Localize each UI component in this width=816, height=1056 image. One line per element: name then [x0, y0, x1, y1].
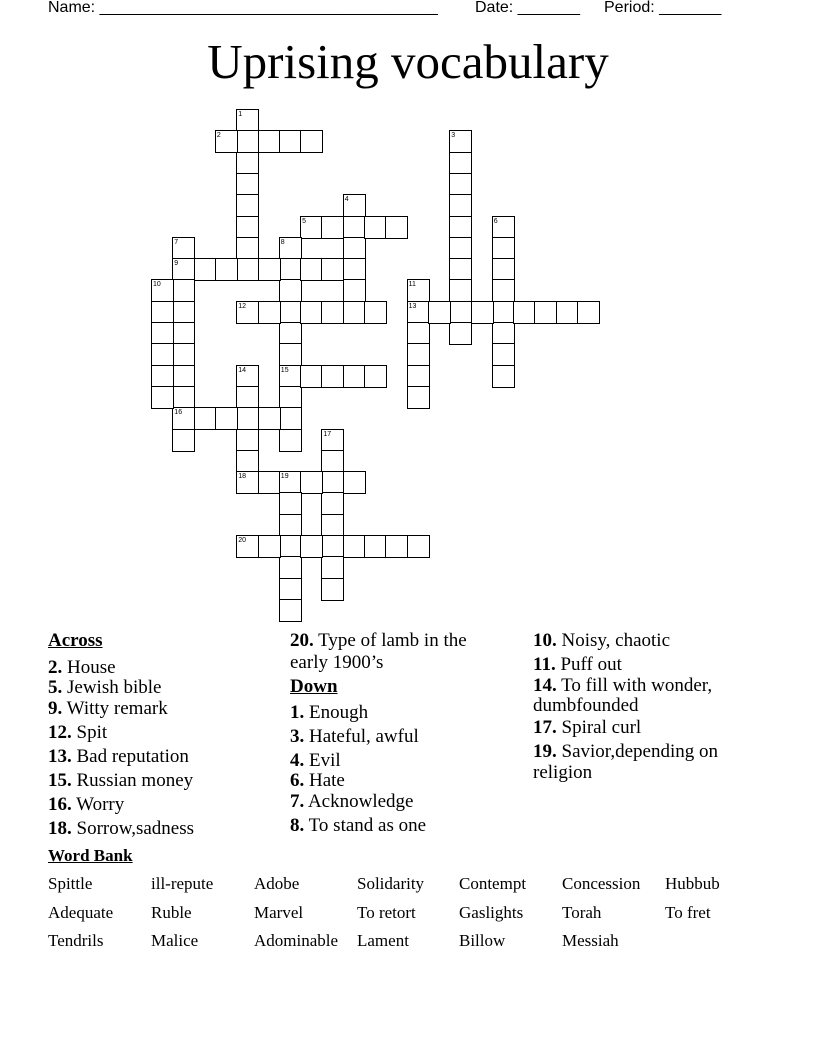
clue-number-label: 20: [238, 537, 246, 544]
grid-cell[interactable]: [236, 173, 259, 196]
grid-cell[interactable]: [279, 343, 302, 366]
grid-cell[interactable]: [321, 535, 344, 558]
grid-cell[interactable]: [279, 599, 302, 622]
grid-cell[interactable]: [449, 216, 472, 239]
grid-cell[interactable]: [492, 322, 515, 345]
word-bank-item: Contempt: [459, 874, 527, 893]
grid-cell[interactable]: [172, 301, 195, 324]
clue-number: 8.: [290, 815, 305, 836]
clue-number: 12.: [48, 722, 72, 743]
word-bank-item: Solidarity: [357, 874, 425, 893]
grid-cell[interactable]: [258, 471, 281, 494]
grid-cell[interactable]: [236, 216, 259, 239]
grid-cell[interactable]: [471, 301, 494, 324]
grid-cell[interactable]: [279, 578, 302, 601]
clue-number-label: 15: [280, 366, 289, 374]
clue-number-label: 19: [280, 473, 289, 481]
grid-cell[interactable]: [364, 365, 387, 388]
grid-cell[interactable]: [236, 130, 259, 153]
grid-cell[interactable]: [258, 258, 281, 281]
clue-number-label: 11: [408, 281, 416, 289]
grid-cell[interactable]: [300, 535, 323, 558]
grid-cell[interactable]: [236, 258, 259, 281]
word-bank-item: ill-repute: [151, 874, 214, 893]
clue-number: 20.: [290, 630, 314, 651]
grid-cell[interactable]: [449, 173, 472, 196]
clue-text: Type of lamb in the early 1900’s: [290, 630, 467, 673]
grid-cell[interactable]: [258, 535, 281, 558]
word-bank-item: Marvel: [254, 903, 304, 922]
across-clue-20: [290, 630, 505, 674]
grid-cell[interactable]: [343, 216, 366, 239]
grid-cell[interactable]: [151, 365, 174, 388]
word-bank-item: Concession: [562, 874, 641, 893]
clue-number: 5.: [48, 677, 63, 698]
grid-cell[interactable]: [279, 429, 302, 452]
down-clue-3: [290, 726, 419, 748]
grid-cell[interactable]: [449, 152, 472, 175]
clue-number: 6.: [290, 770, 305, 791]
grid-cell[interactable]: [194, 258, 217, 281]
across-clue-18: [48, 818, 194, 840]
clue-text: Jewish bible: [62, 677, 162, 698]
grid-cell[interactable]: [279, 258, 302, 281]
word-bank-item: Messiah: [562, 931, 619, 950]
clue-number-label: 7: [174, 238, 179, 246]
clue-number-label: 2: [216, 132, 221, 140]
clue-text: Witty remark: [62, 698, 168, 719]
grid-cell[interactable]: [343, 301, 366, 324]
clue-number: 11.: [533, 654, 556, 675]
word-bank-title: Word Bank: [48, 846, 133, 865]
grid-cell[interactable]: [492, 365, 515, 388]
grid-cell[interactable]: [577, 301, 600, 324]
across-clue-12: [48, 722, 107, 744]
grid-cell[interactable]: [321, 514, 344, 537]
grid-cell[interactable]: [236, 237, 259, 260]
clue-number: 19.: [533, 741, 557, 762]
grid-cell[interactable]: [279, 407, 302, 430]
down-clue-11: [533, 654, 622, 676]
clue-number: 9.: [48, 698, 63, 719]
grid-cell[interactable]: [151, 343, 174, 366]
grid-cell[interactable]: [449, 237, 472, 260]
grid-cell[interactable]: [236, 152, 259, 175]
clue-number: 15.: [48, 770, 72, 791]
name-field[interactable]: Name: ______________________________________: [48, 0, 438, 16]
clue-number-label: 14: [238, 366, 246, 374]
grid-cell[interactable]: [343, 237, 366, 260]
clue-text: Acknowledge: [304, 791, 414, 812]
down-clue-4: [290, 750, 341, 772]
grid-cell[interactable]: [343, 365, 366, 388]
clue-number: 10.: [533, 630, 557, 651]
grid-cell[interactable]: [258, 407, 281, 430]
grid-cell[interactable]: [364, 535, 387, 558]
across-clue-5: [48, 677, 161, 699]
grid-cell[interactable]: [172, 365, 195, 388]
clue-number: 1.: [290, 702, 305, 723]
grid-cell[interactable]: [449, 322, 472, 345]
grid-cell[interactable]: [300, 471, 323, 494]
date-field[interactable]: Date: _______: [475, 0, 580, 16]
grid-cell[interactable]: [236, 450, 259, 473]
clue-number-label: 17: [323, 430, 332, 438]
grid-cell[interactable]: [407, 365, 430, 388]
grid-cell[interactable]: [534, 301, 557, 324]
grid-cell[interactable]: [300, 130, 323, 153]
clue-text: Worry: [71, 794, 125, 815]
clue-number-label: 18: [238, 473, 246, 481]
grid-cell[interactable]: [343, 535, 366, 558]
across-clue-9: [48, 698, 168, 720]
clue-number-label: 9: [174, 260, 179, 268]
page-title: Uprising vocabulary: [207, 34, 609, 89]
word-bank-item: Ruble: [151, 903, 192, 922]
grid-cell[interactable]: [172, 386, 195, 409]
grid-cell[interactable]: [258, 130, 281, 153]
word-bank-item: Spittle: [48, 874, 93, 893]
grid-cell[interactable]: [449, 301, 472, 324]
grid-cell[interactable]: [321, 492, 344, 515]
clue-text: Sorrow,sadness: [71, 818, 195, 839]
clue-text: Evil: [304, 750, 341, 771]
grid-cell[interactable]: [321, 301, 344, 324]
grid-cell[interactable]: [321, 365, 344, 388]
grid-cell[interactable]: [172, 429, 195, 452]
word-bank-item: Adobe: [254, 874, 300, 893]
grid-cell[interactable]: [343, 471, 366, 494]
clue-number: 7.: [290, 791, 305, 812]
word-bank-item: Tendrils: [48, 931, 104, 950]
clue-text: To fill with wonder, dumbfounded: [533, 675, 713, 716]
word-bank-item: Lament: [357, 931, 409, 950]
clue-text: Enough: [304, 702, 369, 723]
grid-cell[interactable]: [343, 258, 366, 281]
grid-cell[interactable]: [407, 343, 430, 366]
grid-cell[interactable]: [407, 535, 430, 558]
clue-text: Noisy, chaotic: [556, 630, 671, 651]
grid-cell[interactable]: [492, 258, 515, 281]
clue-number-label: 4: [344, 196, 349, 204]
down-clue-14: [533, 676, 763, 716]
word-bank-item: Torah: [562, 903, 602, 922]
clue-number-label: 1: [238, 111, 243, 118]
grid-cell[interactable]: [258, 301, 281, 324]
clue-number: 4.: [290, 750, 305, 771]
down-heading: Down: [290, 676, 338, 697]
clue-text: Spiral curl: [556, 717, 642, 738]
grid-cell[interactable]: [300, 258, 323, 281]
clue-number: 3.: [290, 726, 305, 747]
word-bank-item: To fret: [665, 903, 711, 922]
across-clue-16: [48, 794, 124, 816]
grid-cell[interactable]: [236, 407, 259, 430]
clue-text: To stand as one: [304, 815, 427, 836]
grid-cell[interactable]: [364, 301, 387, 324]
word-bank-item: Billow: [459, 931, 506, 950]
clue-text: Hate: [304, 770, 345, 791]
clue-number: 16.: [48, 794, 72, 815]
grid-cell[interactable]: [407, 386, 430, 409]
grid-cell[interactable]: [279, 322, 302, 345]
word-bank-item: Gaslights: [459, 903, 524, 922]
grid-cell[interactable]: [279, 386, 302, 409]
grid-cell[interactable]: [407, 322, 430, 345]
clue-number-label: 6: [493, 217, 498, 225]
grid-cell[interactable]: [385, 535, 408, 558]
grid-cell[interactable]: [215, 407, 238, 430]
across-heading: Across: [48, 630, 103, 651]
grid-cell[interactable]: [279, 514, 302, 537]
grid-cell[interactable]: [151, 322, 174, 345]
down-clue-1: [290, 702, 368, 724]
grid-cell[interactable]: [492, 343, 515, 366]
grid-cell[interactable]: [321, 556, 344, 579]
grid-cell[interactable]: [279, 279, 302, 302]
grid-cell[interactable]: [279, 301, 302, 324]
clue-text: Savior,depending on religion: [533, 741, 718, 783]
across-clue-13: [48, 746, 189, 768]
grid-cell[interactable]: [364, 216, 387, 239]
period-field[interactable]: Period: _______: [604, 0, 722, 16]
grid-cell[interactable]: [321, 216, 344, 239]
clue-number: 13.: [48, 746, 72, 767]
grid-cell[interactable]: [194, 407, 217, 430]
grid-cell[interactable]: [449, 279, 472, 302]
grid-cell[interactable]: [279, 492, 302, 515]
clue-number: 14.: [533, 675, 557, 696]
grid-cell[interactable]: [513, 301, 536, 324]
clue-number-label: 13: [408, 302, 417, 310]
grid-cell[interactable]: [449, 258, 472, 281]
grid-cell[interactable]: [215, 258, 238, 281]
grid-cell[interactable]: [321, 450, 344, 473]
grid-cell[interactable]: [300, 365, 323, 388]
clue-number: 2.: [48, 657, 63, 678]
grid-cell[interactable]: [151, 386, 174, 409]
down-clue-7: [290, 791, 413, 813]
across-clue-2: [48, 657, 116, 679]
grid-cell[interactable]: [385, 216, 408, 239]
down-clue-17: [533, 717, 641, 739]
grid-cell[interactable]: [236, 429, 259, 452]
clue-number: 18.: [48, 818, 72, 839]
clue-text: Puff out: [555, 654, 622, 675]
clue-number-label: 12: [238, 302, 246, 310]
grid-cell[interactable]: [236, 194, 259, 217]
across-clue-15: [48, 770, 193, 792]
grid-cell[interactable]: [492, 237, 515, 260]
clue-number-label: 8: [280, 238, 285, 246]
grid-cell[interactable]: [321, 578, 344, 601]
down-clue-10: [533, 630, 670, 652]
grid-cell[interactable]: [279, 535, 302, 558]
grid-cell[interactable]: [449, 194, 472, 217]
down-clue-6: [290, 770, 345, 792]
grid-cell[interactable]: [151, 301, 174, 324]
grid-cell[interactable]: [321, 471, 344, 494]
clue-text: House: [62, 657, 116, 678]
clue-number-label: 10: [153, 281, 161, 289]
down-clue-19: [533, 741, 763, 783]
word-bank-item: Malice: [151, 931, 199, 950]
clue-number-label: 16: [174, 409, 183, 417]
grid-cell[interactable]: [321, 258, 344, 281]
word-bank-item: Adequate: [48, 903, 114, 922]
down-clue-8: [290, 815, 426, 837]
clue-text: Hateful, awful: [304, 726, 419, 747]
clue-text: Russian money: [71, 770, 194, 791]
clue-text: Spit: [71, 722, 108, 743]
clue-number: 17.: [533, 717, 557, 738]
clue-number-label: 5: [302, 217, 306, 225]
grid-cell[interactable]: [172, 322, 195, 345]
grid-cell[interactable]: [172, 279, 195, 302]
grid-cell[interactable]: [343, 279, 366, 302]
grid-cell[interactable]: [172, 343, 195, 366]
clue-text: Bad reputation: [71, 746, 189, 767]
clue-number-label: 3: [451, 132, 456, 140]
grid-cell[interactable]: [236, 386, 259, 409]
word-bank-item: To retort: [357, 903, 416, 922]
word-bank-item: Hubbub: [665, 874, 720, 893]
grid-cell[interactable]: [492, 279, 515, 302]
grid-cell[interactable]: [279, 130, 302, 153]
word-bank-item: Adominable: [254, 931, 339, 950]
grid-cell[interactable]: [428, 301, 451, 324]
grid-cell[interactable]: [279, 556, 302, 579]
grid-cell[interactable]: [556, 301, 579, 324]
grid-cell[interactable]: [492, 301, 515, 324]
grid-cell[interactable]: [300, 301, 323, 324]
